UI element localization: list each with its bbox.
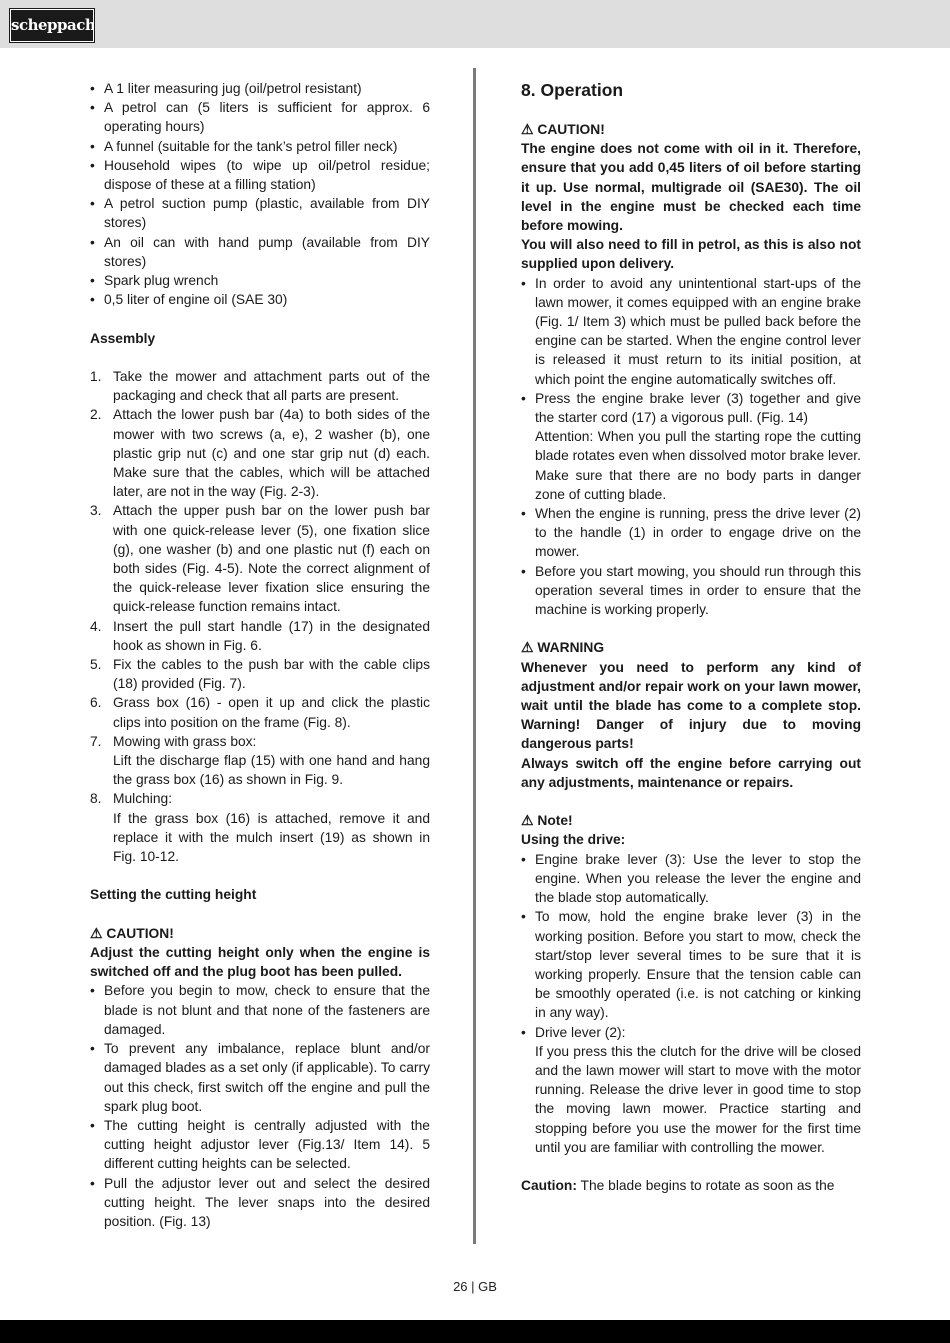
left-column — [90, 79, 430, 1231]
warning-triangle-icon: ⚠ — [90, 925, 103, 941]
assembly-heading: Assembly — [90, 330, 156, 346]
operation-list — [521, 274, 861, 620]
list-item: • An oil can with hand pump (available from DIY stores) — [90, 233, 430, 271]
step-subtext: Lift the discharge flap (15) with one hand and hang the grass box (16) as shown in Fig. 9. — [113, 753, 430, 788]
cutting-height-heading: Setting the cutting height — [90, 887, 257, 903]
step-number: 8. — [90, 791, 102, 807]
step-number: 7. — [90, 733, 102, 749]
list-item — [90, 655, 430, 693]
footer-bar — [0, 1320, 950, 1343]
step-number: 4. — [90, 618, 102, 634]
assembly-steps — [90, 367, 430, 866]
caution-title: ⚠ CAUTION! — [521, 120, 861, 139]
list-item: • A petrol suction pump (plastic, available from DIY stores) — [90, 194, 430, 232]
list-item — [90, 501, 430, 616]
list-item: • Before you begin to mow, check to ensure that the blade is not blunt and that none of the fasteners are damaged. — [90, 981, 430, 1039]
drive-heading: Using the drive: — [521, 832, 626, 848]
caution-title: ⚠ CAUTION! — [90, 924, 430, 943]
cutting-height-list — [90, 981, 430, 1231]
step-subtext: If the grass box (16) is attached, remove it and replace it with the mulch insert (19) as shown in Fig. 10-12. — [113, 810, 430, 865]
step-text: Mowing with grass box: — [113, 733, 257, 749]
list-item — [90, 693, 430, 731]
list-item: • In order to avoid any unintentional start-ups of the lawn mower, it comes equipped with an engine brake (Fig. 1/ Item 3) which must be pulled back before the engine can be started. When the engine control lever is released it must return to its initial position, at which point the engine automatically switches off. — [521, 274, 861, 389]
list-item: • Spark plug wrench — [90, 271, 430, 290]
list-item: • A funnel (suitable for the tank’s petrol filler neck) — [90, 137, 430, 156]
final-caution-label: Caution: — [521, 1178, 577, 1194]
list-item — [90, 367, 430, 405]
list-item — [90, 789, 430, 866]
step-text: Attach the upper push bar on the lower push bar with one quick-release lever (5), one fixation slice (g), one washer (b) and one plastic nut (f) each on both sides (Fig. 4-5). Note the correct alignment of the quick-release lever fixation slice ensuring the quick-release function remains intact. — [113, 503, 430, 615]
scheppach-logo: scheppach — [10, 9, 94, 42]
warning-triangle-icon: ⚠ — [521, 813, 534, 829]
step-text: Take the mower and attachment parts out of the packaging and check that all parts are present. — [113, 369, 430, 404]
drive-list — [521, 850, 861, 1157]
requirements-list — [90, 79, 430, 309]
section-title: 8. Operation — [521, 80, 624, 100]
step-text: Fix the cables to the push bar with the cable clips (18) provided (Fig. 7). — [113, 657, 430, 692]
step-number: 3. — [90, 503, 102, 519]
caution-text: The engine does not come with oil in it. Therefore, ensure that you add 0,45 liters of oil before starting it up. Use normal, multigrade oil (SAE30). The oil level in the engine must be checked each time before mowing. — [521, 141, 861, 234]
step-number: 1. — [90, 369, 102, 385]
list-item: • To mow, hold the engine brake lever (3) in the working position. Before you start to mow, check the start/stop lever several times to be sure that it is working properly. Ensure that the tension cable can be smoothly operated (i.e. is not catching or kinking in any way). — [521, 907, 861, 1022]
step-text: Grass box (16) - open it up and click the plastic clips into position on the frame (Fig. 8). — [113, 695, 430, 730]
warning-text: Whenever you need to perform any kind of adjustment and/or repair work on your lawn mower, wait until the blade has come to a complete stop. Warning! Danger of injury due to moving dangerous parts! — [521, 659, 861, 752]
list-item: • A 1 liter measuring jug (oil/petrol resistant) — [90, 79, 430, 98]
list-item: • A petrol can (5 liters is sufficient for approx. 6 operating hours) — [90, 98, 430, 136]
step-number: 2. — [90, 407, 102, 423]
step-number: 5. — [90, 657, 102, 673]
list-item: • Engine brake lever (3): Use the lever to stop the engine. When you release the lever the engine and the blade stop automatically. — [521, 850, 861, 908]
warning-text-2: Always switch off the engine before carrying out any adjustments, maintenance or repairs. — [521, 755, 861, 790]
warning-triangle-icon: ⚠ — [521, 640, 534, 656]
list-item: • Press the engine brake lever (3) together and give the starter cord (17) a vigorous pull. (Fig. 14) Attention: When you pull the starting rope the cutting blade rotates even when dissolved motor brake lever. Make sure that there are no body parts in danger zone of cutting blade. — [521, 389, 861, 504]
list-item: • When the engine is running, press the drive lever (2) to the handle (1) in order to engage drive on the mower. — [521, 504, 861, 562]
column-divider — [473, 68, 476, 1244]
caution-text-2: You will also need to fill in petrol, as this is also not supplied upon delivery. — [521, 237, 861, 272]
list-item: • Household wipes (to wipe up oil/petrol residue; dispose of these at a filling station) — [90, 156, 430, 194]
warning-title: ⚠ WARNING — [521, 638, 861, 657]
list-item: • To prevent any imbalance, replace blunt and/or damaged blades as a set only (if applicable). To carry out this check, first switch off the engine and pull the spark plug boot. — [90, 1039, 430, 1116]
list-item — [90, 732, 430, 790]
step-text: Insert the pull start handle (17) in the designated hook as shown in Fig. 6. — [113, 618, 430, 653]
warning-triangle-icon: ⚠ — [521, 122, 534, 137]
page-header — [0, 0, 950, 48]
attention-note: Attention: When you pull the starting rope the cutting blade rotates even when dissolved motor brake lever. — [535, 429, 861, 464]
final-caution — [521, 1176, 861, 1195]
list-item: • The cutting height is centrally adjusted with the cutting height adjustor lever (Fig.13/ Item 14). 5 different cutting heights can be selected. — [90, 1116, 430, 1174]
step-text: Mulching: — [113, 791, 173, 807]
step-number: 6. — [90, 695, 102, 711]
list-item: • Pull the adjustor lever out and select the desired cutting height. The lever snaps into the desired position. (Fig. 13) — [90, 1174, 430, 1232]
page-number: 26 | GB — [453, 1279, 497, 1294]
list-item — [90, 405, 430, 501]
right-column — [521, 79, 861, 1195]
safety-note: Make sure that there are no body parts in danger zone of cutting blade. — [535, 467, 861, 502]
step-text: Attach the lower push bar (4a) to both sides of the mower with two screws (a, e), 2 washer (b), one plastic grip nut (c) and one star grip nut (d) each. Make sure that the cables, which will be attached later, are not in the way (Fig. 2-3). — [113, 407, 430, 500]
list-item: • Before you start mowing, you should run through this operation several times in order to ensure that the machine is working properly. — [521, 562, 861, 620]
note-title: ⚠ Note! — [521, 811, 861, 830]
list-item — [90, 617, 430, 655]
list-item: • Drive lever (2): If you press this the clutch for the drive will be closed and the lawn mower will start to move with the motor running. Release the drive lever in good time to stop the moving lawn mower. Practice starting and stopping before you use the mower for the first time until you are familiar with controlling the mower. — [521, 1023, 861, 1157]
list-item: • 0,5 liter of engine oil (SAE 30) — [90, 290, 430, 309]
final-caution-text: The blade begins to rotate as soon as the — [576, 1178, 835, 1194]
caution-text: Adjust the cutting height only when the engine is switched off and the plug boot has been pulled. — [90, 945, 430, 980]
